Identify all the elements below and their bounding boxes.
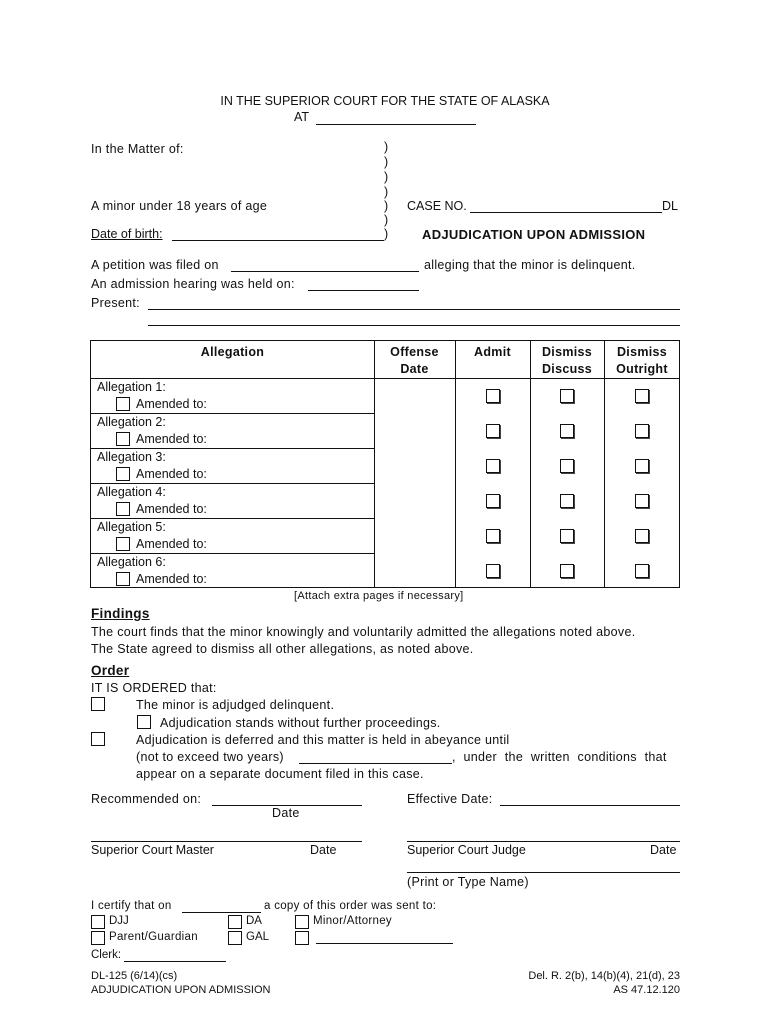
dismiss-outright-checkbox[interactable] — [635, 529, 649, 543]
recommended-on-label: Recommended on: — [91, 792, 202, 806]
other-recipient-line[interactable] — [316, 943, 453, 944]
adjudication-deferred-checkbox[interactable] — [91, 732, 105, 746]
order-heading: Order — [91, 663, 130, 678]
admit-checkbox[interactable] — [486, 459, 500, 473]
statute-reference: AS 47.12.120 — [613, 984, 680, 996]
admit-checkbox[interactable] — [486, 494, 500, 508]
form-number: DL-125 (6/14)(cs) — [91, 970, 178, 982]
parent-guardian-checkbox[interactable] — [91, 931, 105, 945]
adjudication-stands-checkbox[interactable] — [137, 715, 151, 729]
djj-label: DJJ — [109, 915, 129, 927]
court-title: IN THE SUPERIOR COURT FOR THE STATE OF ALASKA — [220, 94, 550, 108]
clerk-label: Clerk: — [91, 949, 122, 961]
petition-suffix: alleging that the minor is delinquent. — [424, 258, 636, 272]
amended-label: Amended to: — [136, 537, 207, 551]
abeyance-until-line[interactable] — [299, 763, 452, 764]
dismiss-discuss-checkbox[interactable] — [560, 529, 574, 543]
caption-paren: ) — [384, 227, 389, 241]
ordered-label: IT IS ORDERED that: — [91, 681, 217, 695]
caption-paren: ) — [384, 155, 389, 169]
allegation-label: Allegation 2: — [97, 415, 166, 429]
amended-label: Amended to: — [136, 572, 207, 586]
effective-date-label: Effective Date: — [407, 792, 493, 806]
dismiss-outright-checkbox[interactable] — [635, 389, 649, 403]
adjudication-deferred-line-2a: (not to exceed two years) — [136, 750, 284, 764]
dismiss-discuss-checkbox[interactable] — [560, 459, 574, 473]
master-signature-line[interactable] — [91, 841, 362, 842]
judge-signature-line[interactable] — [407, 841, 680, 842]
gal-label: GAL — [246, 931, 270, 943]
admit-checkbox[interactable] — [486, 389, 500, 403]
adjudged-delinquent-checkbox[interactable] — [91, 697, 105, 711]
caption-paren: ) — [384, 170, 389, 184]
allegation-label: Allegation 5: — [97, 520, 166, 534]
document-title: ADJUDICATION UPON ADMISSION — [422, 227, 646, 242]
findings-line-1: The court finds that the minor knowingly and voluntarily admitted the allegations noted above. — [91, 625, 636, 639]
at-label: AT — [294, 110, 310, 124]
amended-checkbox[interactable] — [116, 397, 130, 411]
dob-label: Date of birth: — [91, 227, 163, 241]
dismiss-discuss-checkbox[interactable] — [560, 389, 574, 403]
amended-checkbox[interactable] — [116, 432, 130, 446]
amended-label: Amended to: — [136, 467, 207, 481]
present-label: Present: — [91, 296, 140, 310]
caption-paren: ) — [384, 199, 389, 213]
judge-label: Superior Court Judge — [407, 843, 526, 857]
print-name-label: (Print or Type Name) — [407, 875, 529, 889]
dismiss-discuss-checkbox[interactable] — [560, 424, 574, 438]
attach-pages-note: [Attach extra pages if necessary] — [294, 590, 464, 602]
minor-attorney-label: Minor/Attorney — [313, 915, 392, 927]
admit-checkbox[interactable] — [486, 564, 500, 578]
amended-checkbox[interactable] — [116, 467, 130, 481]
dismiss-outright-checkbox[interactable] — [635, 564, 649, 578]
da-checkbox[interactable] — [228, 915, 242, 929]
parent-guardian-label: Parent/Guardian — [109, 931, 198, 943]
dismiss-outright-checkbox[interactable] — [635, 424, 649, 438]
allegations-table — [90, 340, 680, 588]
header-discuss: Discuss — [541, 362, 593, 376]
case-no-suffix: DL — [662, 199, 678, 213]
dismiss-outright-checkbox[interactable] — [635, 494, 649, 508]
table-header-rule — [91, 378, 679, 379]
hearing-date-line[interactable] — [308, 290, 419, 291]
header-dismiss: Dismiss — [541, 345, 593, 359]
da-label: DA — [246, 915, 262, 927]
adjudication-stands-label: Adjudication stands without further proceedings. — [160, 716, 441, 730]
minor-attorney-checkbox[interactable] — [295, 915, 309, 929]
header-dismiss-2: Dismiss — [616, 345, 668, 359]
header-admit: Admit — [474, 345, 511, 359]
caption-paren: ) — [384, 140, 389, 154]
petition-date-line[interactable] — [231, 271, 419, 272]
adjudged-delinquent-label: The minor is adjudged delinquent. — [136, 698, 335, 712]
other-recipient-checkbox[interactable] — [295, 931, 309, 945]
caption-paren: ) — [384, 213, 389, 227]
minor-label: A minor under 18 years of age — [91, 199, 268, 213]
certify-suffix: a copy of this order was sent to: — [264, 900, 437, 912]
in-matter-of-label: In the Matter of: — [91, 142, 184, 156]
effective-date-line[interactable] — [500, 805, 680, 806]
present-line-1[interactable] — [148, 309, 680, 310]
master-date-label: Date — [310, 843, 337, 857]
hearing-label: An admission hearing was held on: — [91, 277, 295, 291]
allegation-label: Allegation 4: — [97, 485, 166, 499]
amended-label: Amended to: — [136, 397, 207, 411]
judge-name-line[interactable] — [407, 872, 680, 873]
djj-checkbox[interactable] — [91, 915, 105, 929]
adjudication-deferred-line-3: appear on a separate document filed in this case. — [136, 767, 424, 781]
allegation-label: Allegation 3: — [97, 450, 166, 464]
certify-prefix: I certify that on — [91, 900, 172, 912]
amended-checkbox[interactable] — [116, 572, 130, 586]
findings-line-2: The State agreed to dismiss all other allegations, as noted above. — [91, 642, 474, 656]
dismiss-outright-checkbox[interactable] — [635, 459, 649, 473]
adjudication-deferred-line-1: Adjudication is deferred and this matter is held in abeyance until — [136, 733, 510, 747]
dismiss-discuss-checkbox[interactable] — [560, 494, 574, 508]
gal-checkbox[interactable] — [228, 931, 242, 945]
present-line-2[interactable] — [148, 325, 680, 326]
amended-checkbox[interactable] — [116, 502, 130, 516]
header-offense-date: Date — [400, 362, 429, 376]
form-title: ADJUDICATION UPON ADMISSION — [91, 984, 271, 996]
admit-checkbox[interactable] — [486, 424, 500, 438]
case-no-label: CASE NO. — [407, 199, 467, 213]
petition-prefix: A petition was filed on — [91, 258, 219, 272]
caption-paren: ) — [384, 185, 389, 199]
amended-label: Amended to: — [136, 502, 207, 516]
header-allegation: Allegation — [200, 345, 265, 359]
adjudication-deferred-line-2b: , under the written conditions that — [452, 750, 667, 764]
judge-date-label: Date — [650, 843, 677, 857]
header-outright: Outright — [616, 362, 668, 376]
amended-label: Amended to: — [136, 432, 207, 446]
clerk-line[interactable] — [124, 961, 226, 962]
amended-checkbox[interactable] — [116, 537, 130, 551]
master-label: Superior Court Master — [91, 843, 214, 857]
recommended-date-label: Date — [272, 806, 300, 820]
case-no-line[interactable] — [470, 212, 662, 213]
admit-checkbox[interactable] — [486, 529, 500, 543]
allegation-label: Allegation 1: — [97, 380, 166, 394]
court-location-line[interactable] — [316, 124, 476, 125]
dob-line[interactable] — [172, 240, 384, 241]
header-offense: Offense — [390, 345, 439, 359]
findings-heading: Findings — [91, 606, 150, 621]
allegation-label: Allegation 6: — [97, 555, 166, 569]
certify-date-line[interactable] — [182, 912, 261, 913]
dismiss-discuss-checkbox[interactable] — [560, 564, 574, 578]
delinquency-rules: Del. R. 2(b), 14(b)(4), 21(d), 23 — [528, 970, 680, 982]
